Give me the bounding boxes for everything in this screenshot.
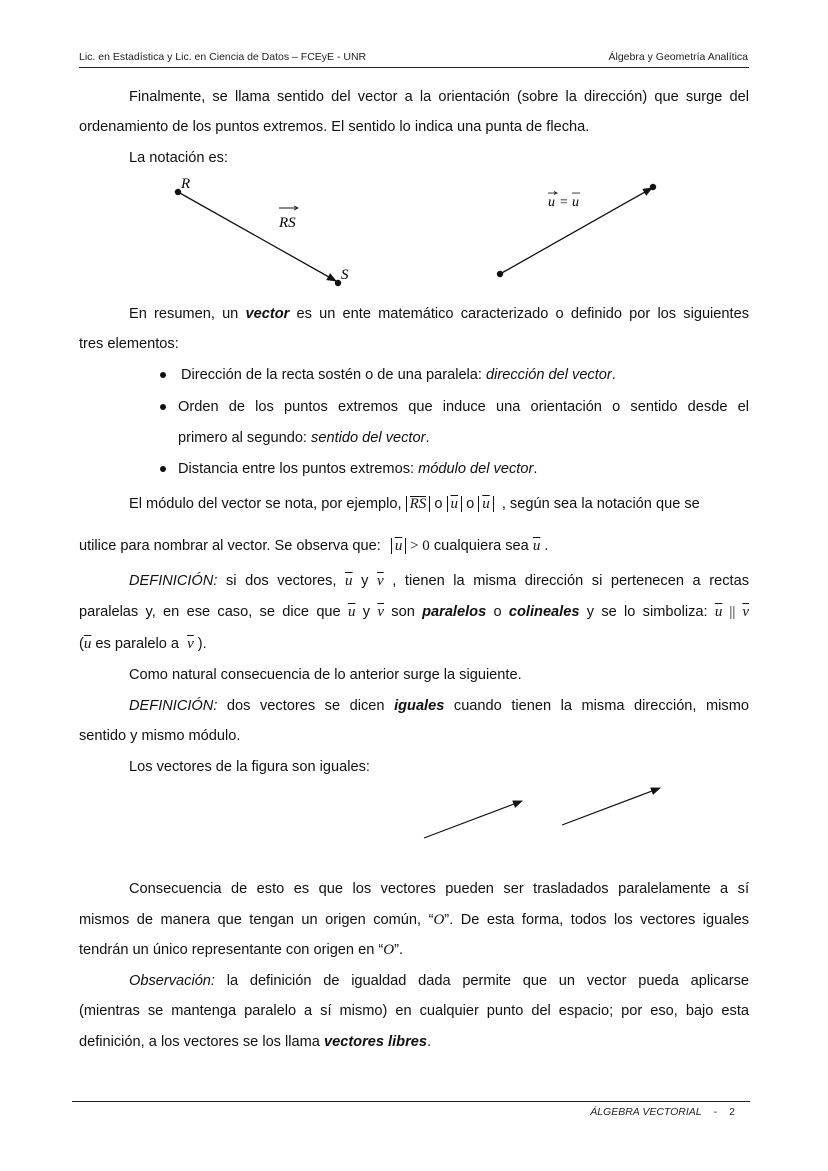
def1-line2: [79, 602, 749, 622]
header-left: Lic. en Estadística y Lic. en Ciencia de Datos – FCEyE - UNR: [79, 51, 367, 63]
bullet-sense-text: primero al segundo:: [178, 430, 312, 446]
header-right: Álgebra y Geometría Analítica: [608, 51, 748, 63]
def1-parallel-symbol: ||: [722, 604, 743, 620]
summary-c: es un ente matemático caracterizado o definido por los siguientes: [289, 306, 749, 322]
equal-vector-1: [424, 801, 522, 838]
module-rs-overarrow: [410, 496, 427, 497]
summary-vector-term: vector: [245, 306, 290, 322]
observation-line3-a: definición, a los vectores se los llama: [79, 1034, 324, 1050]
vectores-libres-term: vectores libres: [323, 1034, 427, 1050]
observation-label: Observación:: [129, 973, 215, 989]
module-line2-b: cualquiera sea: [429, 538, 533, 554]
translation-line3-b: ”.: [394, 942, 404, 958]
def2-line2: sentido y mismo módulo.: [79, 728, 241, 744]
module-u-bar-abs: [478, 496, 494, 512]
module-positive-u: $\overline{u}$: [394, 538, 403, 554]
observation-a: la definición de igualdad dada permite que un vector pueda aplicarse: [214, 973, 749, 989]
def1-colineales-term: colineales: [508, 604, 580, 620]
bullet-direction-text: Dirección de la recta sostén o de una paralela:: [181, 367, 487, 383]
observation-line3-b: .: [427, 1034, 432, 1050]
summary-line2: tres elementos:: [79, 336, 179, 352]
bullet-direction-term: dirección del vector: [486, 367, 612, 383]
def1-y2: y: [355, 604, 378, 620]
def2-iguales-term: iguales: [394, 698, 445, 714]
def1-o: o: [486, 604, 509, 620]
header-rule: [79, 67, 749, 68]
summary-a: En resumen, un: [129, 306, 246, 322]
notation-intro: La notación es:: [129, 150, 228, 166]
label-r: R: [181, 176, 191, 192]
def1-v3: $\overline{v}$: [742, 604, 749, 620]
observation-line1: [129, 971, 749, 991]
def2-label: DEFINICIÓN:: [129, 698, 218, 714]
footer-page-number: 2: [729, 1106, 735, 1118]
def1-line3: [79, 634, 749, 654]
module-line2-c: .: [540, 538, 549, 554]
module-rs-abs: [406, 496, 431, 512]
bullet-dot-2: [160, 404, 166, 410]
def2-a: dos vectores se dicen: [217, 698, 395, 714]
bullet-dot-1: [160, 372, 166, 378]
def1-open: (: [79, 636, 84, 652]
def1-u4: $\overline{u}$: [83, 636, 92, 652]
def1-line3-mid: es paralelo a: [91, 636, 184, 652]
translation-line3-a: tendrán un único representante con origen en “: [79, 942, 384, 958]
def2-line1: [129, 696, 749, 716]
module-a: El módulo del vector se nota, por ejemplo,: [129, 496, 406, 512]
module-line1: [129, 494, 749, 514]
label-rs: RS: [279, 215, 296, 231]
origin-o-2: O: [383, 942, 395, 958]
def1-line2-b: son: [384, 604, 423, 620]
bullet-module-term: módulo del vector: [418, 461, 534, 477]
module-u-arrow: $\overline{u}$: [450, 496, 459, 512]
bullet-sense-end: .: [425, 430, 430, 446]
vector-rs-line: [178, 192, 336, 281]
def1-u3: $\overline{u}$: [714, 604, 723, 620]
translation-line3: [79, 940, 749, 960]
footer-separator: -: [713, 1106, 718, 1118]
def1-y1: y: [352, 573, 378, 589]
module-u-bar: $\overline{u}$: [482, 496, 490, 512]
point-u-origin: [497, 271, 503, 277]
paragraph-sentido-line2: ordenamiento de los puntos extremos. El sentido lo indica una punta de flecha.: [79, 119, 590, 135]
figure2-intro: Los vectores de la figura son iguales:: [129, 759, 370, 775]
translation-line2-a: mismos de manera que tengan un origen común, “: [79, 912, 434, 928]
translation-line2-b: ”. De esta forma, todos los vectores iguales: [444, 912, 750, 928]
notation-figure: [0, 170, 828, 290]
point-u-end: [650, 184, 656, 190]
def1-line1: [129, 571, 749, 591]
def1-line2-a: paralelas y, en ese caso, se dice que: [79, 604, 348, 620]
def1-v4: $\overline{v}$: [187, 636, 194, 652]
bullet-module-text: Distancia entre los puntos extremos:: [178, 461, 419, 477]
paragraph-sentido-line1: Finalmente, se llama sentido del vector a la orientación (sobre la dirección) que surge del: [129, 89, 749, 105]
module-b: , según sea la notación que se: [497, 496, 700, 512]
origin-o-1: O: [433, 912, 445, 928]
equal-vectors-figure: [0, 780, 828, 850]
summary-line1: [129, 304, 749, 324]
module-o2: o: [462, 496, 479, 512]
module-rs-text: RS: [409, 496, 427, 512]
def1-u2: $\overline{u}$: [347, 604, 356, 620]
def1-a: si dos vectores,: [217, 573, 346, 589]
bullet-sense-term: sentido del vector: [311, 430, 426, 446]
label-u-eq: =: [559, 195, 569, 210]
module-line2: [79, 536, 749, 556]
bullet-module-end: .: [533, 461, 538, 477]
def1-close: ).: [193, 636, 207, 652]
bullet-module: [178, 459, 749, 479]
bullet-dot-3: [160, 466, 166, 472]
consequence-line: Como natural consecuencia de lo anterior surge la siguiente.: [129, 667, 522, 683]
observation-line3: [79, 1032, 749, 1052]
def1-label: DEFINICIÓN:: [129, 573, 218, 589]
module-gt-zero: > 0: [406, 538, 430, 554]
module-any-u: $\overline{u}$: [532, 538, 541, 554]
module-rs: [410, 496, 427, 512]
module-u-abs: [447, 496, 463, 512]
def1-line2-c: y se lo simboliza:: [579, 604, 715, 620]
equal-vector-2: [562, 788, 660, 825]
module-positive-abs: [391, 538, 407, 554]
translation-line2: [79, 910, 749, 930]
label-u-right: u: [572, 195, 579, 210]
label-u-left: u: [548, 195, 555, 210]
footer-rule: [72, 1101, 750, 1102]
module-line2-a: utilice para nombrar al vector. Se observa que:: [79, 538, 385, 554]
translation-line1: Consecuencia de esto es que los vectores pueden ser trasladados paralelamente a sí: [129, 881, 749, 897]
def1-u: $\overline{u}$: [345, 573, 353, 589]
bullet-sense-line1: Orden de los puntos extremos que induce una orientación o sentido desde el: [178, 399, 749, 415]
bullet-sense-line2: [178, 428, 749, 448]
label-s: S: [341, 267, 349, 283]
module-o1: o: [430, 496, 447, 512]
def1-b: , tienen la misma dirección si pertenecen a rectas: [383, 573, 749, 589]
bullet-direction-end: .: [611, 367, 616, 383]
footer-section-title: ÁLGEBRA VECTORIAL: [590, 1106, 702, 1118]
def1-v2: $\overline{v}$: [377, 604, 384, 620]
observation-line2: (mientras se mantenga paralelo a sí mismo) en cualquier punto del espacio; por eso, bajo esta: [79, 1003, 749, 1019]
footer-section: [590, 1106, 735, 1118]
def1-paralelos-term: paralelos: [422, 604, 487, 620]
def1-v: $\overline{v}$: [377, 573, 384, 589]
bullet-direction: [181, 365, 749, 385]
def2-b: cuando tienen la misma dirección, mismo: [444, 698, 749, 714]
